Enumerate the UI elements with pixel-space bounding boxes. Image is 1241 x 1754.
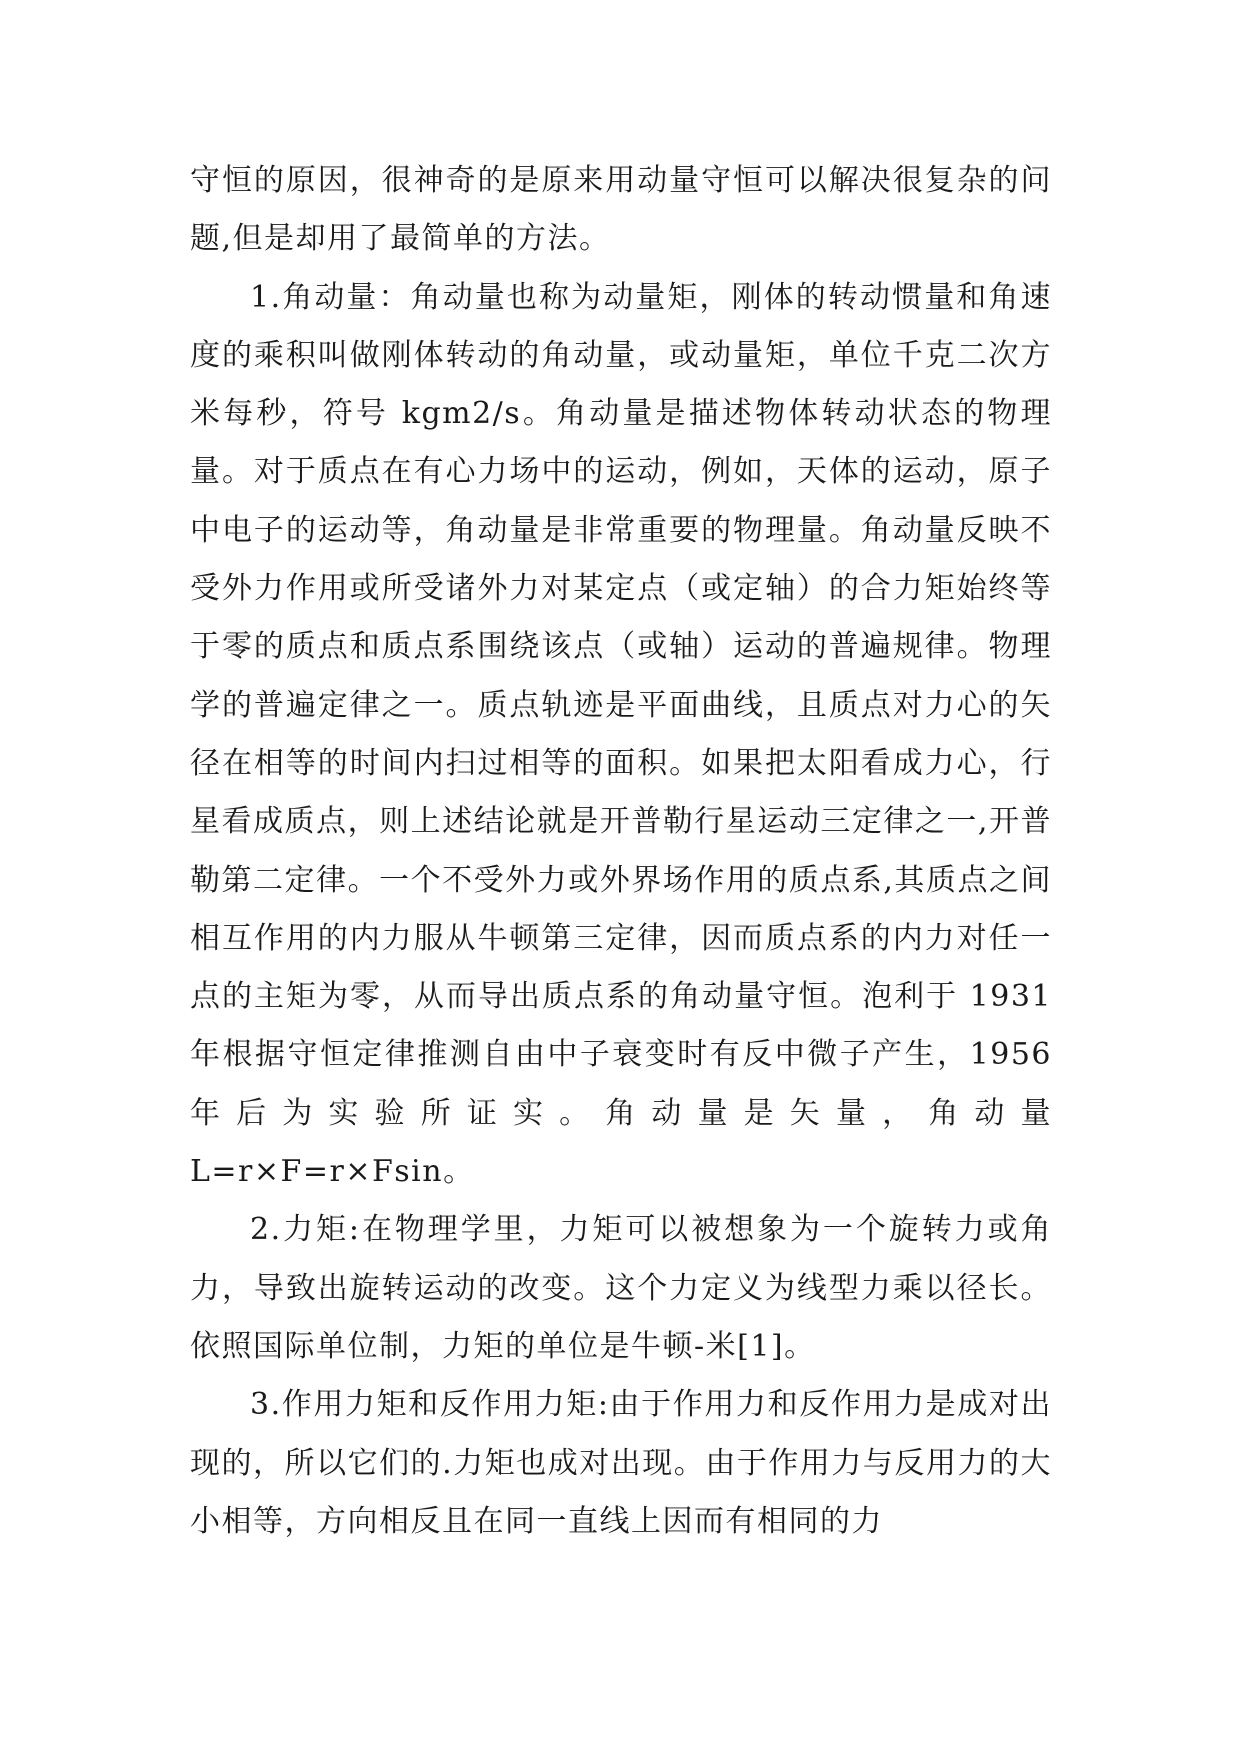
paragraph-continuation: 守恒的原因，很神奇的是原来用动量守恒可以解决很复杂的问题,但是却用了最简单的方法。 [190,163,1052,257]
paragraph-torque: 2.力矩:在物理学里，力矩可以被想象为一个旋转力或角力，导致出旋转运动的改变。这个力定义为线型力乘以径长。依照国际单位制，力矩的单位是牛顿-米[1]。 [190,1212,1052,1364]
paragraph-angular-momentum: 1.角动量：角动量也称为动量矩，刚体的转动惯量和角速度的乘积叫做刚体转动的角动量，或动量矩，单位千克二次方米每秒，符号 kgm2/s。角动量是描述物体转动状态的物理量。对于质点在有心力场中的运动，例如，天体的运动，原子中电子的运动等，角动量是非常重要的物理量。角动量反映不受外力作用或所受诸外力对某定点（或定轴）的合力矩始终等于零的质点和质点系围绕该点（或轴）运动的普遍规律。物理学的普遍定律之一。质点轨迹是平面曲线，且质点对力心的矢径在相等的时间内扫过相等的面积。如果把太阳看成力心，行星看成质点，则上述结论就是开普勒行星运动三定律之一,开普勒第二定律。一个不受外力或外界场作用的质点系,其质点之间相互作用的内力服从牛顿第三定律，因而质点系的内力对任一点的主矩为零，从而导出质点系的角动量守恒。泡利于 1931 年根据守恒定律推测自由中子衰变时有反中微子产生，1956 年后为实验所证实。角动量是矢量，角动量 L=r×F=r×Fsin。 [190,279,1052,1190]
paragraph-action-reaction-torque: 3.作用力矩和反作用力矩:由于作用力和反作用力是成对出现的，所以它们的.力矩也成对出现。由于作用力与反用力的大小相等，方向相反且在同一直线上因而有相同的力 [190,1387,1052,1539]
document-body [190,152,1052,1551]
